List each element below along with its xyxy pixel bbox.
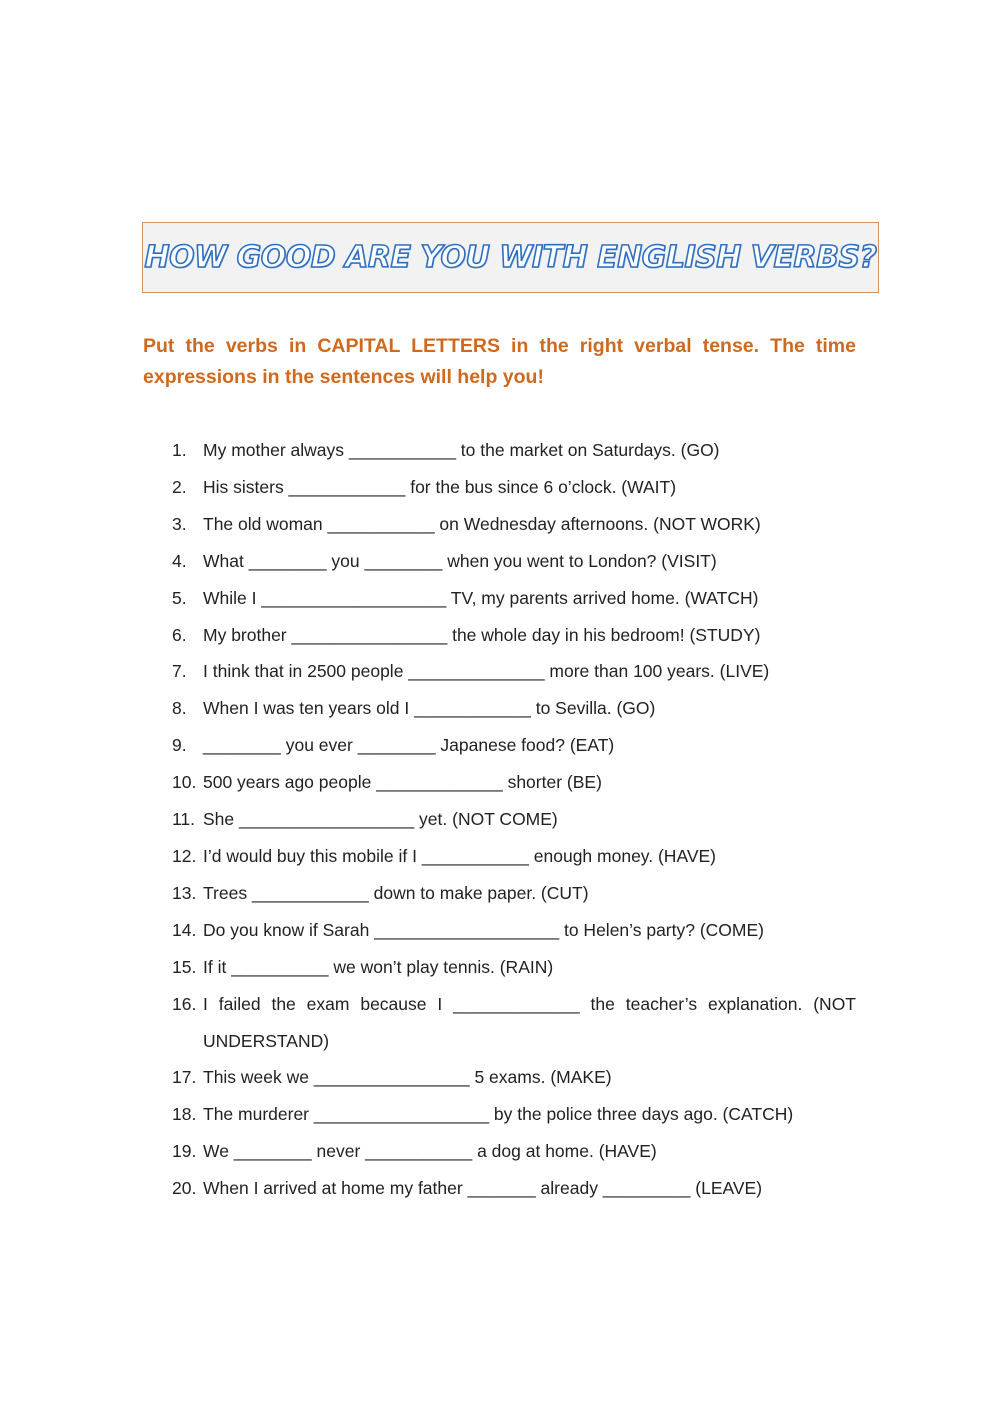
exercise-item-6	[172, 617, 856, 654]
item-sentence: When I arrived at home my father _______ already _________ (LEAVE)	[203, 1178, 763, 1199]
item-sentence: Do you know if Sarah ___________________ to Helen’s party? (COME)	[203, 919, 764, 940]
item-sentence: I think that in 2500 people ______________ more than 100 years. (LIVE)	[203, 661, 770, 682]
item-number: 12.	[172, 845, 197, 866]
item-number: 17.	[172, 1067, 197, 1088]
item-sentence: We ________ never ___________ a dog at home. (HAVE)	[203, 1141, 657, 1162]
item-sentence: 500 years ago people _____________ shorter (BE)	[203, 772, 602, 793]
item-number: 6.	[172, 624, 187, 645]
item-sentence: Trees ____________ down to make paper. (CUT)	[203, 882, 589, 903]
exercise-item-19	[172, 1133, 856, 1170]
exercise-item-18	[172, 1096, 856, 1133]
item-sentence: She __________________ yet. (NOT COME)	[203, 809, 558, 830]
item-number: 9.	[172, 735, 187, 756]
item-sentence: I’d would buy this mobile if I ___________ enough money. (HAVE)	[203, 845, 716, 866]
exercise-item-16	[172, 986, 856, 1060]
item-sentence: This week we ________________ 5 exams. (MAKE)	[203, 1067, 612, 1088]
item-sentence: His sisters ____________ for the bus since 6 o’clock. (WAIT)	[203, 476, 677, 497]
item-number: 19.	[172, 1141, 197, 1162]
exercise-item-4	[172, 543, 856, 580]
item-sentence: I failed the exam because I _____________ the teacher’s explanation. (NOT UNDERSTAND)	[203, 993, 856, 1051]
item-number: 8.	[172, 698, 187, 719]
exercise-item-17	[172, 1059, 856, 1096]
item-number: 10.	[172, 772, 197, 793]
item-number: 4.	[172, 550, 187, 571]
item-sentence: My mother always ___________ to the market on Saturdays. (GO)	[203, 440, 720, 460]
exercise-item-2	[172, 469, 856, 506]
item-number: 7.	[172, 661, 187, 682]
item-sentence: The murderer __________________ by the police three days ago. (CATCH)	[203, 1104, 794, 1125]
item-number: 1.	[172, 440, 187, 460]
instructions: Put the verbs in CAPITAL LETTERS in the right verbal tense. The time expressions in the sentences will help you!	[143, 335, 856, 388]
exercise-item-7	[172, 653, 856, 690]
exercise-item-15	[172, 949, 856, 986]
exercise-list	[172, 432, 856, 1207]
exercise-item-3	[172, 506, 856, 543]
item-sentence: While I ___________________ TV, my parents arrived home. (WATCH)	[203, 587, 759, 608]
worksheet-title: HOW GOOD ARE YOU WITH ENGLISH VERBS?	[144, 240, 877, 275]
item-number: 5.	[172, 587, 187, 608]
exercise-item-14	[172, 912, 856, 949]
item-number: 18.	[172, 1104, 197, 1125]
exercise-item-11	[172, 801, 856, 838]
item-number: 14.	[172, 919, 197, 940]
item-number: 11.	[172, 809, 196, 830]
exercise-item-8	[172, 690, 856, 727]
exercise-item-1	[172, 432, 856, 469]
item-number: 13.	[172, 882, 197, 903]
item-sentence: My brother ________________ the whole day in his bedroom! (STUDY)	[203, 624, 761, 645]
exercise-item-9	[172, 727, 856, 764]
item-number: 3.	[172, 513, 187, 534]
exercise-item-5	[172, 580, 856, 617]
exercise-item-12	[172, 838, 856, 875]
exercise-item-13	[172, 875, 856, 912]
item-sentence: The old woman ___________ on Wednesday afternoons. (NOT WORK)	[203, 513, 761, 534]
item-sentence: If it __________ we won’t play tennis. (RAIN)	[203, 956, 554, 977]
item-sentence: ________ you ever ________ Japanese food? (EAT)	[203, 735, 615, 756]
title-banner	[142, 222, 879, 293]
exercise-item-10	[172, 764, 856, 801]
item-number: 2.	[172, 476, 187, 497]
item-sentence: When I was ten years old I ____________ to Sevilla. (GO)	[203, 698, 656, 719]
item-sentence: What ________ you ________ when you went to London? (VISIT)	[203, 550, 717, 571]
exercise-item-20	[172, 1170, 856, 1207]
item-number: 20.	[172, 1178, 197, 1199]
item-number: 15.	[172, 956, 197, 977]
item-number: 16.	[172, 993, 197, 1014]
